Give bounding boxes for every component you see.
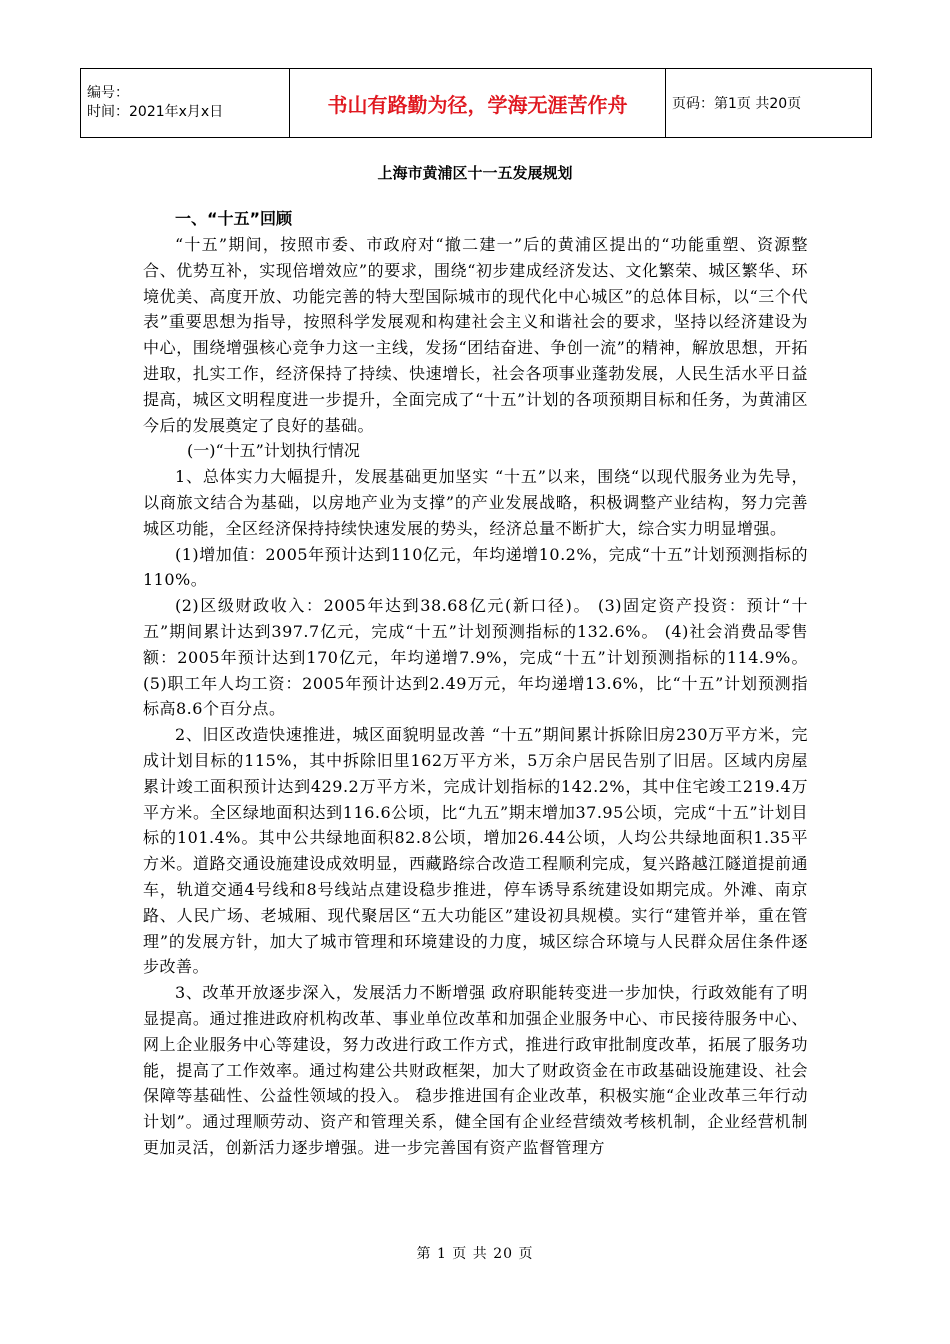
document-title: 上海市黄浦区十一五发展规划 bbox=[377, 164, 573, 182]
paragraph-added-value: (1)增加值：2005年预计达到110亿元，年均递增10.2%，完成“十五”计划预测指标的110%。 bbox=[143, 544, 808, 590]
section-heading: 一、“十五”回顾 bbox=[175, 209, 293, 228]
document-time-label: 时间：2021年x月x日 bbox=[87, 104, 224, 120]
paragraph-old-district-renewal: 2、旧区改造快速推进，城区面貌明显改善 “十五”期间累计拆除旧房230万平方米，完成计划目标的115%，其中拆除旧里162万平方米，5万余户居民告别了旧居。区域内房屋累计竣工面积预计达到429.2万平方米，完成计划指标的142.2%，其中住宅竣工219.4万平方米。全区绿地面积达到116.6公顷，比“九五”期末增加37.95公顷，完成“十五”计划目标的101.4%。其中公共绿地面积82.8公顷，增加26.44公顷，人均公共绿地面积1.35平方米。道路交通设施建设成效明显，西藏路综合改造工程顺利完成，复兴路越江隧道提前通车，轨道交通4号线和8号线站点建设稳步推进，停车诱导系统建设如期完成。外滩、南京路、人民广场、老城厢、现代聚居区“五大功能区”建设初具规模。实行“建管并举，重在管理”的发展方针，加大了城市管理和环境建设的力度，城区综合环境与人民群众居住条件逐步改善。 bbox=[143, 725, 808, 977]
header-page-info: 页码：第1页 共20页 bbox=[666, 69, 872, 138]
document-number-label: 编号： bbox=[87, 85, 129, 101]
paragraph-intro: “十五”期间，按照市委、市政府对“撤二建一”后的黄浦区提出的“功能重塑、资源整合、优势互补，实现倍增效应”的要求，围绕“初步建成经济发达、文化繁荣、城区繁华、环境优美、高度开放、功能完善的特大型国际城市的现代化中心城区”的总体目标，以“三个代表”重要思想为指导，按照科学发展观和构建社会主义和谐社会的要求，坚持以经济建设为中心，围绕增强核心竞争力这一主线，发扬“团结奋进、争创一流”的精神，解放思想，开拓进取，扎实工作，经济保持了持续、快速增长，社会各项事业蓬勃发展，人民生活水平日益提高，城区文明程度进一步提升，全面完成了“十五”计划的各项预期目标和任务，为黄浦区今后的发展奠定了良好的基础。 bbox=[143, 235, 808, 435]
page-footer: 第 1 页 共 20 页 bbox=[416, 1246, 534, 1262]
document-body bbox=[143, 206, 808, 1161]
header-meta-cell bbox=[81, 69, 290, 138]
paragraph-overall-strength: 1、总体实力大幅提升，发展基础更加坚实 “十五”以来，围绕“以现代服务业为先导，以商旅文结合为基础，以房地产业为支撑”的产业发展战略，积极调整产业结构，努力完善城区功能，全区经济保持持续快速发展的势头，经济总量不断扩大，综合实力明显增强。 bbox=[143, 467, 808, 538]
subsection-heading: (一)“十五”计划执行情况 bbox=[187, 441, 360, 461]
header-motto: 书山有路勤为径，学海无涯苦作舟 bbox=[290, 69, 666, 138]
header-table bbox=[80, 68, 872, 138]
paragraph-reform-opening: 3、改革开放逐步深入，发展活力不断增强 政府职能转变进一步加快，行政效能有了明显提高。通过推进政府机构改革、事业单位改革和加强企业服务中心、市民接待服务中心、网上企业服务中心等建设，努力改进行政工作方式，推进行政审批制度改革，拓展了服务功能，提高了工作效率。通过构建公共财政框架，加大了财政资金在市政基础设施建设、社会保障等基础性、公益性领域的投入。 稳步推进国有企业改革，积极实施“企业改革三年行动计划”。通过理顺劳动、资产和管理关系，健全国有企业经营绩效考核机制，企业经营机制更加灵活，创新活力逐步增强。进一步完善国有资产监督管理方 bbox=[143, 983, 808, 1157]
paragraph-financial-indicators: (2)区级财政收入：2005年达到38.68亿元(新口径)。 (3)固定资产投资：预计“十五”期间累计达到397.7亿元，完成“十五”计划预测指标的132.6%。 (4)社会消费品零售额：2005年预计达到170亿元，年均递增7.9%，完成“十五”计划预测指标的114.9%。 (5)职工年人均工资：2005年预计达到2.49万元，年均递增13.6%，比“十五”计划预测指标高8.6个百分点。 bbox=[143, 596, 808, 719]
